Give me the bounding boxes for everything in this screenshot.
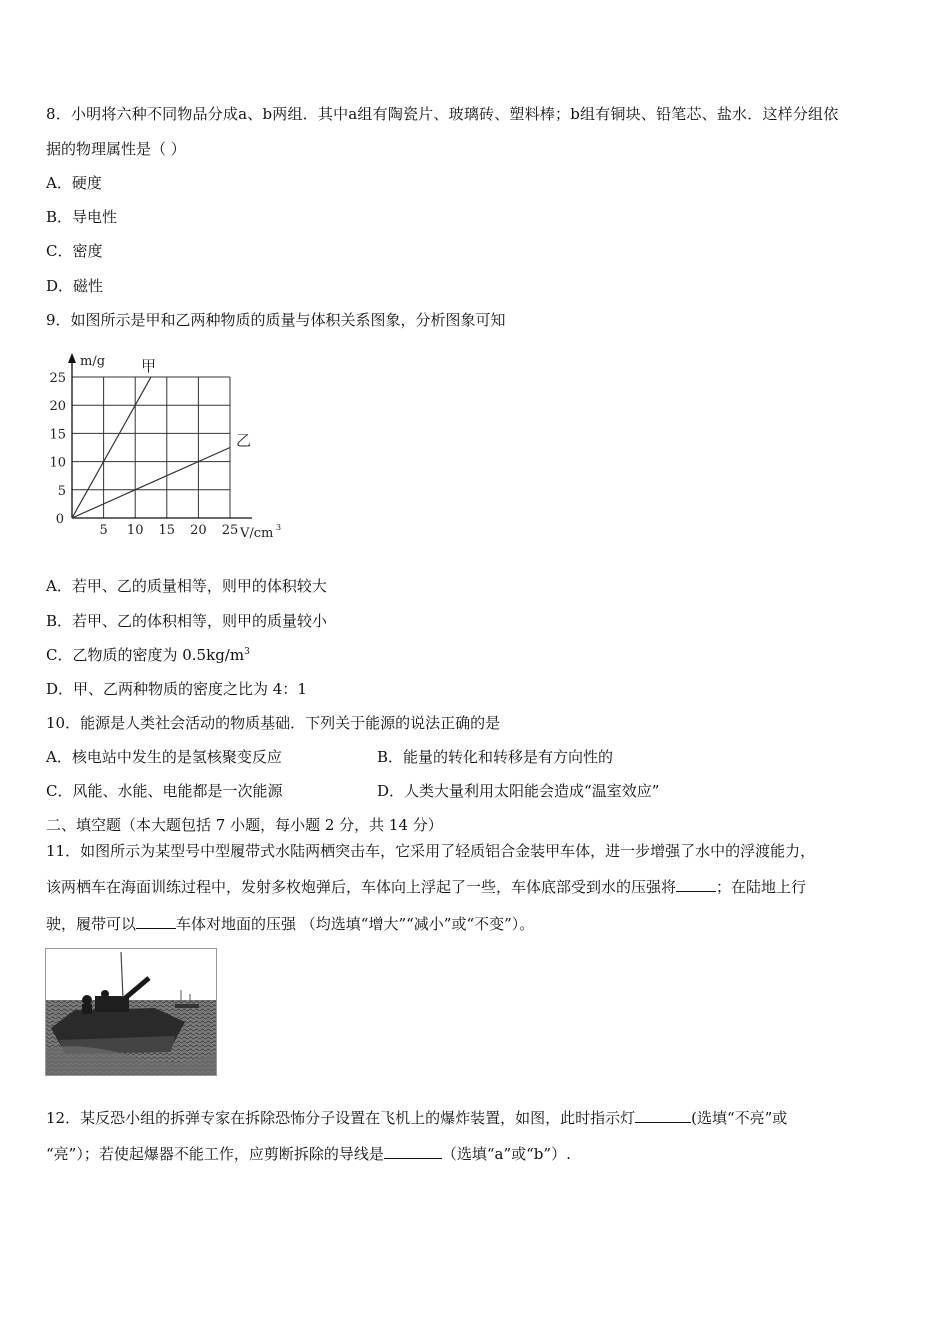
- q9-stem: 9．如图所示是甲和乙两种物质的质量与体积关系图象，分析图象可知: [46, 311, 506, 329]
- origin-label: 0: [55, 512, 64, 527]
- section2-title: 二、填空题（本大题包括 7 小题，每小题 2 分，共 14 分）: [46, 816, 443, 834]
- q8-option-c: C．密度: [46, 242, 103, 260]
- y-tick-label-15: 15: [49, 427, 66, 443]
- q12-line1: [46, 1108, 787, 1128]
- series-name-0: 甲: [141, 357, 157, 375]
- x-axis-label: V/cm: [240, 526, 274, 541]
- q12-line2: [46, 1144, 571, 1164]
- y-axis-arrow: [68, 353, 76, 363]
- q8-stem-line2: 据的物理属性是（ ）: [46, 140, 186, 158]
- q11-line3: [46, 914, 534, 934]
- series-name-1: 乙: [236, 431, 252, 450]
- q12-line1-text-b: (选填“不亮”或: [691, 1109, 788, 1127]
- q12-blank-2[interactable]: [384, 1144, 442, 1159]
- x-axis-label-sup: 3: [276, 523, 282, 532]
- q8-option-a: A．硬度: [46, 174, 102, 192]
- q12-blank-1[interactable]: [635, 1108, 691, 1123]
- q11-line3-text-a: 驶，履带可以: [46, 915, 137, 933]
- q10-option-a: A．核电站中发生的是氢核聚变反应: [46, 748, 282, 766]
- q8-stem-line1: 8．小明将六种不同物品分成a、b两组．其中a组有陶瓷片、玻璃砖、塑料棒；b组有铜块、铅笔芯、盐水．这样分组依: [46, 105, 839, 123]
- q11-blank-2[interactable]: [136, 914, 176, 929]
- y-axis-label: m/g: [80, 354, 106, 369]
- x-tick-label-20: 20: [190, 523, 207, 538]
- q10-option-c: C．风能、水能、电能都是一次能源: [46, 782, 283, 800]
- q8-option-b: B．导电性: [46, 208, 118, 226]
- y-tick-label-25: 25: [49, 371, 66, 386]
- q12-line2-text-b: （选填“a”或“b”）.: [441, 1145, 571, 1163]
- q9-option-b: B．若甲、乙的体积相等，则甲的质量较小: [46, 612, 328, 630]
- q12-line1-text-a: 12．某反恐小组的拆弹专家在拆除恐怖分子设置在飞机上的爆炸装置，如图，此时指示灯: [46, 1109, 636, 1127]
- q9-option-c-text: C．乙物质的密度为 0.5kg/m: [46, 646, 245, 664]
- q8-option-d: D．磁性: [46, 277, 104, 295]
- q9-option-a: A．若甲、乙的质量相等，则甲的体积较大: [46, 577, 327, 595]
- q9-option-c-sup: 3: [244, 647, 250, 657]
- y-tick-label-10: 10: [49, 455, 66, 471]
- q11-line2: [46, 877, 806, 897]
- x-tick-label-5: 5: [99, 523, 108, 538]
- q9-option-d: D．甲、乙两种物质的密度之比为 4：1: [46, 680, 307, 698]
- x-tick-label-10: 10: [126, 523, 144, 538]
- x-tick-label-15: 15: [158, 523, 176, 538]
- series-line-1: [72, 448, 230, 519]
- q11-line2-text-b: ；在陆地上行: [716, 878, 807, 896]
- y-tick-label-5: 5: [57, 483, 66, 499]
- q11-line1: 11．如图所示为某型号中型履带式水陆两栖突击车，它采用了轻质铝合金装甲车体，进一步增强了水中的浮渡能力，: [46, 842, 816, 860]
- q10-option-d: D．人类大量利用太阳能会造成“温室效应”: [377, 782, 660, 800]
- series-line-0: [72, 377, 151, 518]
- amphibious-vehicle-photo: [45, 948, 217, 1076]
- mass-volume-chart: [40, 338, 300, 548]
- q12-line2-text-a: “亮”）；若使起爆器不能工作，应剪断拆除的导线是: [46, 1145, 384, 1163]
- y-tick-label-20: 20: [49, 399, 66, 415]
- chart-axes: [68, 353, 252, 518]
- q10-option-b: B．能量的转化和转移是有方向性的: [377, 748, 614, 766]
- q11-line3-text-b: 车体对地面的压强 （均选填“增大”“减小”或“不变”）。: [176, 915, 535, 933]
- chart-grid: [72, 377, 230, 518]
- q11-blank-1[interactable]: [676, 877, 716, 892]
- x-tick-label-25: 25: [221, 523, 239, 538]
- chart-series: [72, 377, 230, 518]
- q9-option-c: [46, 645, 250, 665]
- q11-line2-text-a: 该两栖车在海面训练过程中，发射多枚炮弹后，车体向上浮起了一些，车体底部受到水的压强将: [46, 878, 677, 896]
- q10-stem: 10．能源是人类社会活动的物质基础．下列关于能源的说法正确的是: [46, 714, 501, 732]
